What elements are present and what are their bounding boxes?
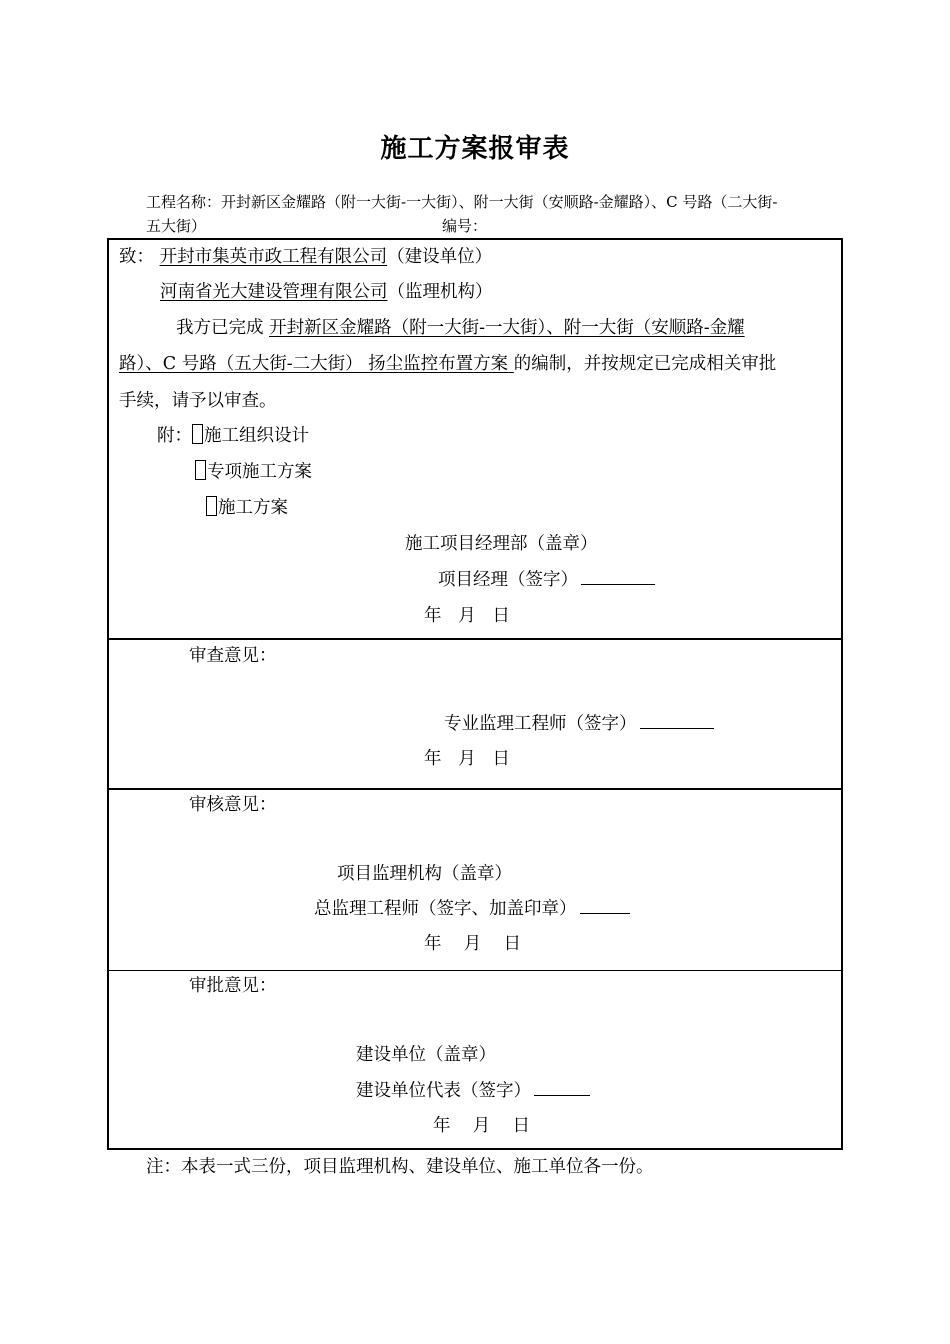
body-line-1: [176, 316, 745, 340]
attachment-label: 施工组织设计: [204, 426, 309, 446]
document-title: 施工方案报审表: [380, 134, 570, 164]
owner-name: 开封市集英市政工程有限公司: [159, 247, 388, 267]
attachment-label: 施工方案: [218, 498, 288, 518]
attach-label: 附：: [157, 426, 192, 446]
attachment-label: 专项施工方案: [207, 462, 312, 482]
addressee-owner-line: [119, 245, 492, 269]
body-line-3: 手续，请予以审查。: [119, 391, 277, 411]
audit-opinion-label: 审核意见：: [189, 795, 277, 815]
supervisor-name: 河南省光大建设管理有限公司: [160, 282, 388, 302]
plan-name-part-2: 路）、C 号路（五大街-二大街） 扬尘监控布置方案: [119, 354, 509, 374]
contractor-dept-seal: 施工项目经理部（盖章）: [405, 534, 598, 554]
supervision-org-seal: 项目监理机构（盖章）: [337, 864, 512, 884]
approval-date: 年 月 日: [433, 1116, 531, 1136]
owner-suffix: （建设单位）: [387, 247, 493, 267]
checkbox-icon[interactable]: [195, 460, 206, 480]
plan-name-part-1: 开封新区金耀路（附一大街-一大街）、附一大街（安顺路-金耀: [269, 318, 745, 338]
attachment-item-1: [157, 424, 309, 448]
section-divider: [107, 788, 843, 790]
body-line-2: [119, 352, 776, 376]
approval-form-table: [107, 238, 843, 1150]
section-divider: [107, 638, 843, 640]
attachment-item-3: [206, 496, 288, 520]
serial-number-label: 编号：: [442, 217, 488, 235]
manager-signature-line: [438, 568, 655, 592]
owner-rep-signature-line: [356, 1079, 590, 1103]
chief-engineer-signature-line: [314, 897, 630, 921]
signature-blank[interactable]: [581, 568, 655, 585]
signature-blank[interactable]: [640, 712, 714, 729]
signature-blank[interactable]: [580, 897, 630, 914]
checkbox-icon[interactable]: [192, 424, 203, 444]
to-prefix: 致：: [119, 247, 154, 267]
submission-date: 年 月 日: [424, 606, 510, 626]
chief-sign-label: 总监理工程师（签字、加盖印章）: [314, 899, 577, 919]
addressee-supervisor-line: [160, 280, 493, 304]
rep-sign-label: 建设单位代表（签字）: [356, 1081, 531, 1101]
body-suffix: 的编制，并按规定已完成相关审批: [513, 354, 777, 374]
approval-opinion-label: 审批意见：: [189, 976, 277, 996]
footnote: 注：本表一式三份，项目监理机构、建设单位、施工单位各一份。: [146, 1157, 654, 1177]
signature-blank[interactable]: [534, 1079, 590, 1096]
project-name-line-1: 工程名称：开封新区金耀路（附一大街-一大街）、附一大街（安顺路-金耀路）、C 号路（二大街-: [146, 193, 778, 211]
checkbox-icon[interactable]: [206, 496, 217, 516]
attachment-item-2: [195, 460, 312, 484]
supervisor-suffix: （监理机构）: [387, 282, 493, 302]
project-name-line-2: 五大街）: [146, 217, 207, 235]
engineer-signature-line: [444, 712, 714, 736]
engineer-sign-label: 专业监理工程师（签字）: [444, 714, 637, 734]
body-prefix: 我方已完成: [176, 318, 264, 338]
owner-unit-seal: 建设单位（盖章）: [356, 1045, 496, 1065]
section-divider: [107, 970, 843, 971]
manager-sign-label: 项目经理（签字）: [438, 570, 578, 590]
audit-date: 年 月 日: [424, 934, 522, 954]
review-opinion-label: 审查意见：: [189, 646, 277, 666]
review-date: 年 月 日: [424, 749, 510, 769]
